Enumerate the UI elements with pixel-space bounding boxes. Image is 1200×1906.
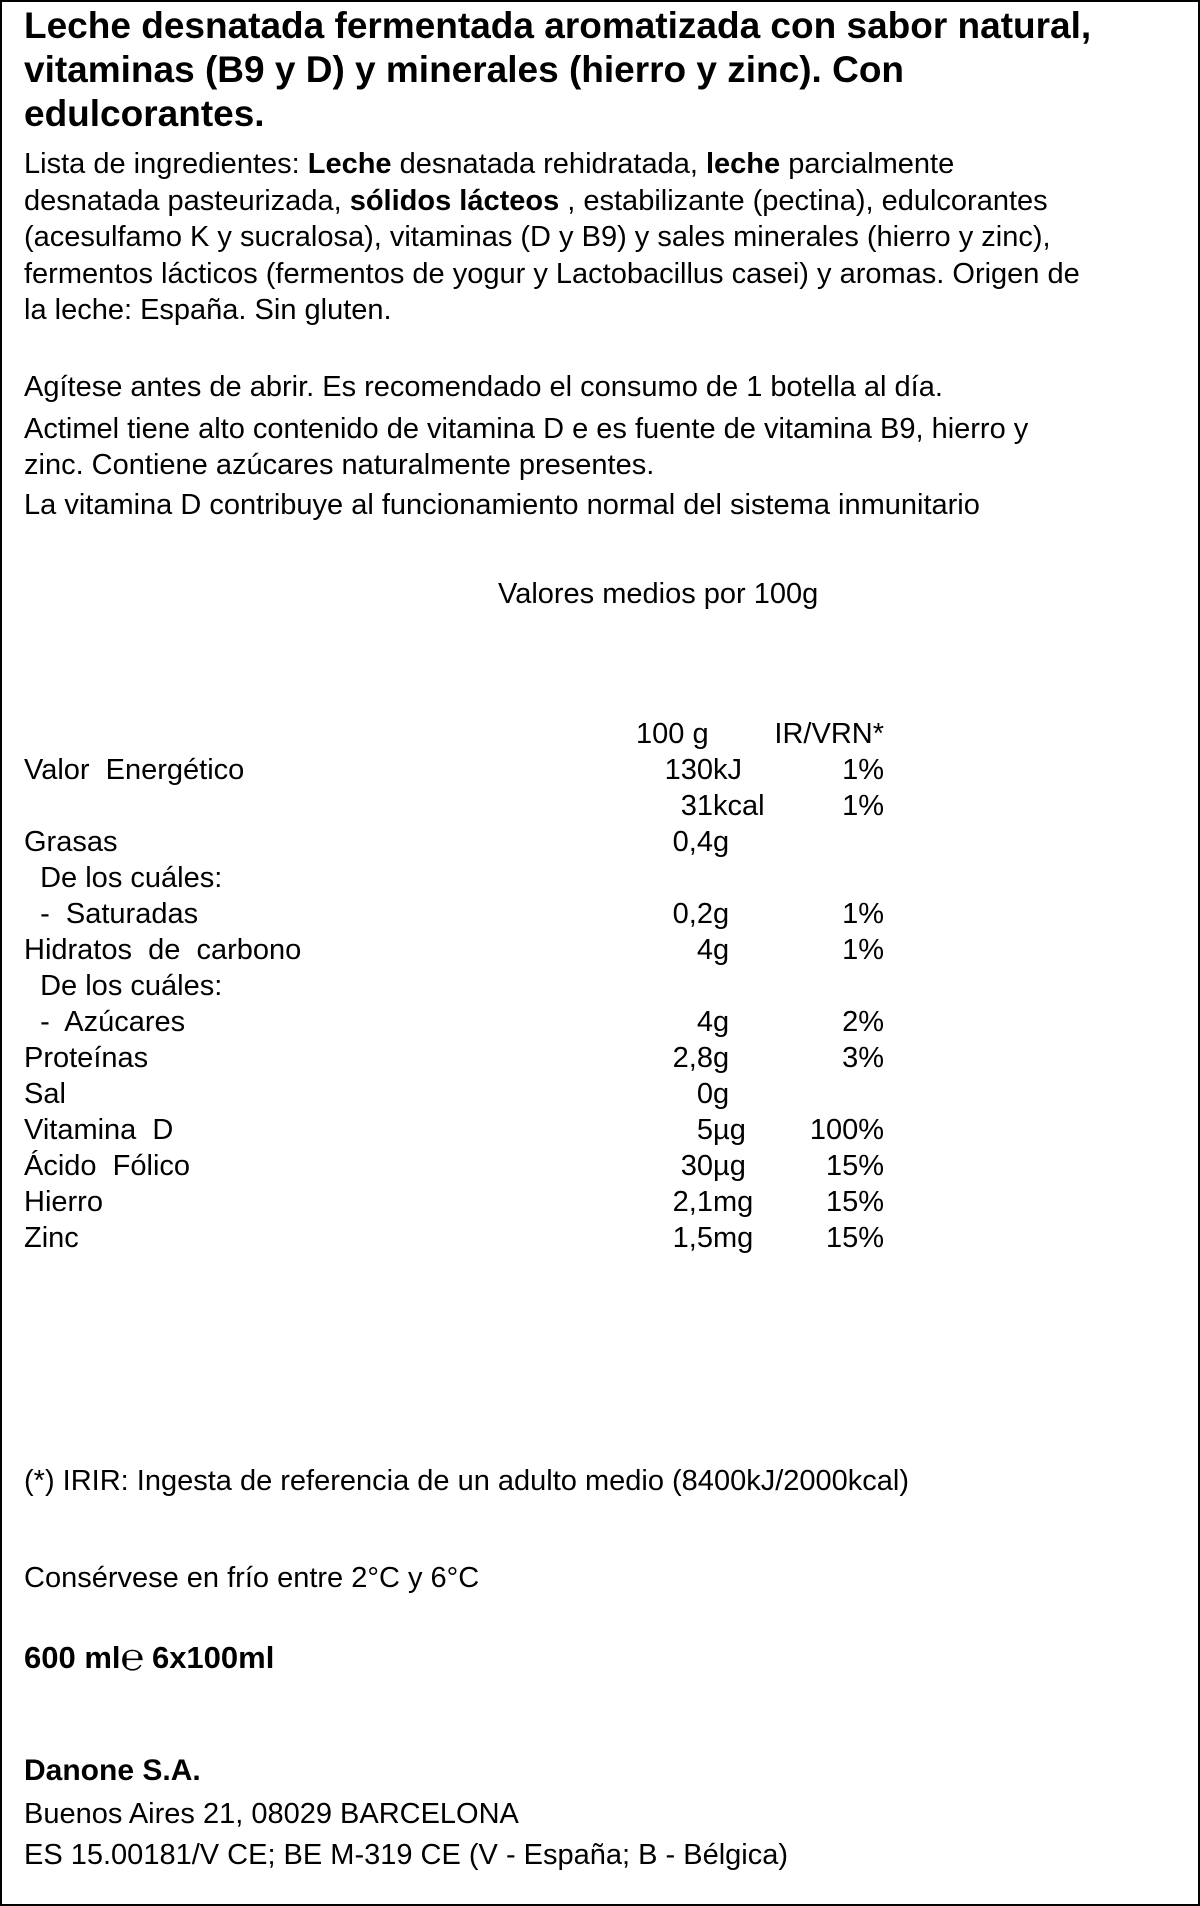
nutrient-label: Ácido Fólico	[24, 1150, 191, 1182]
nutrient-reference-percent: 1%	[842, 754, 884, 786]
ingredients-list: Lista de ingredientes: Leche desnatada rehidratada, leche parcialmente desnatada pasteurizada, sólidos lácteos , estabilizante (pectina), edulcorantes (acesulfamo K y sucralosa), vitaminas (D y B9) y sales minerales (hierro y zinc), fermentos lácticos (fermentos de yogur y Lactobacillus casei) y aromas. Origen de la leche: España. Sin gluten.	[24, 148, 1080, 326]
nutrient-unit: g	[713, 1078, 730, 1110]
nutrition-row	[24, 1078, 884, 1114]
estimated-sign-icon: ℮	[119, 1637, 144, 1679]
nutrient-amount: 4	[696, 1006, 713, 1038]
nutrient-unit: mg	[713, 1186, 754, 1218]
nutrition-row	[24, 826, 884, 862]
shake-instruction: Agítese antes de abrir. Es recomendado el consumo de 1 botella al día.	[24, 371, 943, 403]
title-line: Leche desnatada fermentada aromatizada con sabor natural,	[24, 5, 1092, 46]
nutrition-row	[24, 862, 884, 898]
total-volume: 600 ml	[24, 1640, 121, 1675]
nutrient-reference-percent: 2%	[842, 1006, 884, 1038]
nutrient-label: Sal	[24, 1078, 66, 1110]
nutrient-unit: g	[713, 934, 730, 966]
nutrient-reference-percent: 15%	[825, 1222, 884, 1254]
nutrition-row	[24, 970, 884, 1006]
net-quantity	[24, 1637, 275, 1679]
nutrition-header-row	[24, 718, 884, 754]
nutrition-row	[24, 1006, 884, 1042]
nutrient-reference-percent: 15%	[825, 1186, 884, 1218]
nutrient-reference-percent: 3%	[842, 1042, 884, 1074]
nutrient-reference-percent: 15%	[825, 1150, 884, 1182]
company-address: Buenos Aires 21, 08029 BARCELONA	[24, 1798, 519, 1830]
nutrient-label: - Saturadas	[24, 898, 199, 930]
title-line: vitaminas (B9 y D) y minerales (hierro y zinc). Con	[24, 49, 905, 90]
nutrient-reference-percent: 1%	[842, 790, 884, 822]
nutrient-amount: 2,8	[672, 1042, 713, 1074]
nutrient-amount: 4	[696, 934, 713, 966]
nutrition-row	[24, 1222, 884, 1258]
nutrition-row	[24, 1114, 884, 1150]
nutrient-label: Proteínas	[24, 1042, 149, 1074]
nutrient-unit: µg	[713, 1114, 746, 1146]
nutrient-unit: g	[713, 1042, 730, 1074]
nutrient-label: Hierro	[24, 1186, 103, 1218]
claim-line: zinc. Contiene azúcares naturalmente presentes.	[24, 449, 655, 481]
nutrient-unit: µg	[713, 1150, 746, 1182]
claim-line: Actimel tiene alto contenido de vitamina D e es fuente de vitamina B9, hierro y	[24, 413, 1029, 445]
nutrient-label: Vitamina D	[24, 1114, 174, 1146]
nutrient-amount: 0,4	[672, 826, 713, 858]
col-amount-header: 100 g	[636, 718, 709, 750]
nutrition-row	[24, 934, 884, 970]
nutrient-amount: 2,1	[672, 1186, 713, 1218]
nutrient-amount: 130	[664, 754, 713, 786]
col-ir-header: IR/VRN*	[774, 718, 884, 750]
nutrient-amount: 0,2	[672, 898, 713, 930]
nutrient-label: Zinc	[24, 1222, 79, 1254]
nutrient-label: Hidratos de carbono	[24, 934, 302, 966]
pack-format: 6x100ml	[151, 1640, 275, 1675]
title-line: edulcorantes.	[24, 93, 265, 134]
footnote: (*) IRIR: Ingesta de referencia de un adulto medio (8400kJ/2000kcal)	[24, 1465, 909, 1497]
claim-line: La vitamina D contribuye al funcionamiento normal del sistema inmunitario	[24, 489, 980, 521]
product-title	[24, 4, 1194, 136]
nutrition-heading: Valores medios por 100g	[498, 578, 819, 610]
nutrient-amount: 30	[680, 1150, 713, 1182]
nutrient-label: De los cuáles:	[24, 862, 223, 894]
nutrient-label: De los cuáles:	[24, 970, 223, 1002]
nutrition-row	[24, 790, 884, 826]
nutrition-row	[24, 1042, 884, 1078]
nutrient-reference-percent: 1%	[842, 934, 884, 966]
nutrient-label: - Azúcares	[24, 1006, 186, 1038]
company-name: Danone S.A.	[24, 1754, 201, 1787]
nutrient-amount: 1,5	[672, 1222, 713, 1254]
nutrient-reference-percent: 100%	[809, 1114, 884, 1146]
nutrient-reference-percent: 1%	[842, 898, 884, 930]
nutrient-unit: kJ	[713, 754, 742, 786]
nutrient-label: Grasas	[24, 826, 118, 858]
nutrient-amount: 0	[696, 1078, 713, 1110]
storage-instruction: Consérvese en frío entre 2°C y 6°C	[24, 1562, 480, 1594]
nutrient-unit: g	[713, 898, 730, 930]
nutrition-row	[24, 754, 884, 790]
nutrient-amount: 31	[680, 790, 713, 822]
nutrient-label: Valor Energético	[24, 754, 245, 786]
nutrition-row	[24, 1186, 884, 1222]
nutrient-unit: g	[713, 1006, 730, 1038]
nutrient-unit: g	[713, 826, 730, 858]
nutrient-unit: mg	[713, 1222, 754, 1254]
nutrition-row	[24, 1150, 884, 1186]
company-registry: ES 15.00181/V CE; BE M-319 CE (V - España; B - Bélgica)	[24, 1839, 789, 1871]
nutrient-unit: kcal	[713, 790, 765, 822]
nutrient-amount: 5	[696, 1114, 713, 1146]
nutrition-row	[24, 898, 884, 934]
